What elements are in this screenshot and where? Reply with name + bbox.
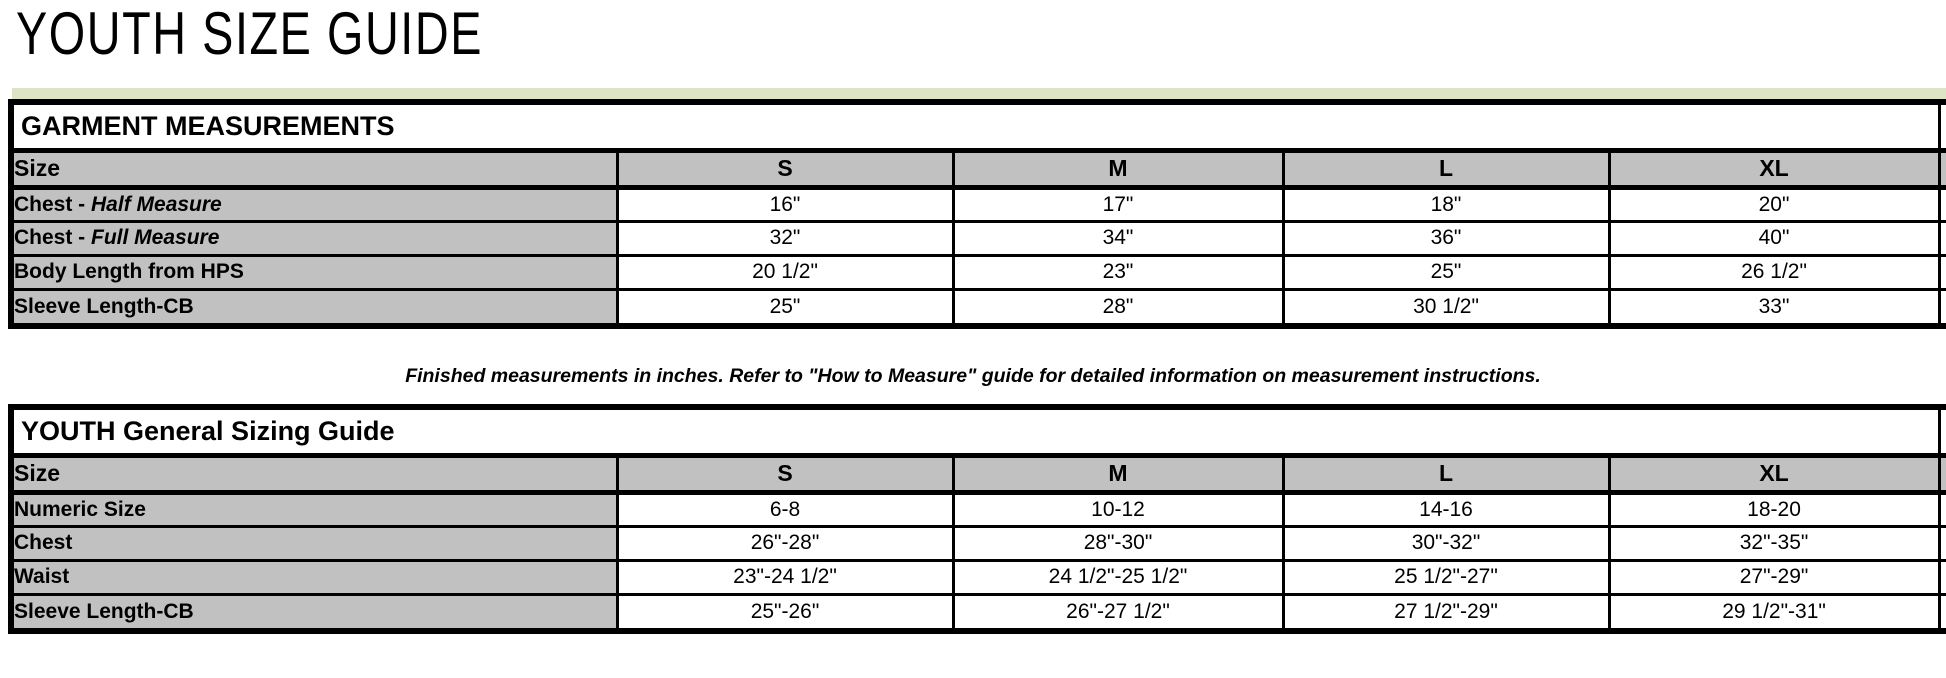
table-row-waist [11,560,1946,594]
cell-value: 17" [953,187,1283,221]
row-label: Numeric Size [11,492,617,526]
column-header-l: L [1283,150,1609,187]
cell-value: 18" [1283,187,1609,221]
column-header-l: L [1283,455,1609,492]
cell-value: 25" [1283,255,1609,289]
table-row-body-length [11,255,1946,289]
page-title: YOUTH SIZE GUIDE [16,0,484,67]
cell-value: 20" [1609,187,1939,221]
row-label: Sleeve Length-CB [11,594,617,631]
cell-value: 20 1/2" [617,255,953,289]
cutoff-column-cell [1939,187,1946,221]
cutoff-column-cell [1939,102,1946,150]
table-row-numeric-size [11,492,1946,526]
cell-value: 14-16 [1283,492,1609,526]
column-header-s: S [617,455,953,492]
cell-value: 29 1/2"-31" [1609,594,1939,631]
column-header-xl: XL [1609,150,1939,187]
cell-value: 32" [617,221,953,255]
table-row-sleeve-length [11,594,1946,631]
cell-value: 26"-27 1/2" [953,594,1283,631]
table-row-sleeve-length [11,289,1946,326]
cutoff-column-cell [1939,407,1946,455]
cell-value: 6-8 [617,492,953,526]
cell-value: 28"-30" [953,526,1283,560]
measurement-note: Finished measurements in inches. Refer to "How to Measure" guide for detailed information on measurement instructions. [405,365,1541,387]
column-header-s: S [617,150,953,187]
cell-value: 25"-26" [617,594,953,631]
cell-value: 27"-29" [1609,560,1939,594]
table-row-chest-half [11,187,1946,221]
column-header-xl: XL [1609,455,1939,492]
cutoff-column-cell [1939,255,1946,289]
cutoff-column-cell [1939,150,1946,187]
cell-value: 40" [1609,221,1939,255]
cell-value: 23"-24 1/2" [617,560,953,594]
table-title: YOUTH General Sizing Guide [11,407,1939,455]
row-label: Chest - Half Measure [11,187,617,221]
cell-value: 30"-32" [1283,526,1609,560]
cutoff-column-cell [1939,492,1946,526]
row-label: Chest - Full Measure [11,221,617,255]
cell-value: 23" [953,255,1283,289]
table-row-chest [11,526,1946,560]
row-label: Chest [11,526,617,560]
table-title: GARMENT MEASUREMENTS [11,102,1939,150]
youth-sizing-guide-table [8,404,1946,666]
size-row-label: Size [11,150,617,187]
cutoff-column-cell [1939,526,1946,560]
row-label: Waist [11,560,617,594]
garment-measurements-table [8,99,1946,352]
row-label: Sleeve Length-CB [11,289,617,326]
cell-value: 25" [617,289,953,326]
column-header-m: M [953,150,1283,187]
cell-value: 26 1/2" [1609,255,1939,289]
cutoff-column-cell [1939,560,1946,594]
cell-value: 28" [953,289,1283,326]
cell-value: 36" [1283,221,1609,255]
cell-value: 24 1/2"-25 1/2" [953,560,1283,594]
cutoff-column-cell [1939,594,1946,631]
row-label: Body Length from HPS [11,255,617,289]
accent-divider-bar [12,88,1946,99]
cell-value: 10-12 [953,492,1283,526]
table-row-chest-full [11,221,1946,255]
size-row-label: Size [11,455,617,492]
cell-value: 33" [1609,289,1939,326]
cell-value: 30 1/2" [1283,289,1609,326]
cell-value: 26"-28" [617,526,953,560]
cell-value: 16" [617,187,953,221]
cell-value: 32"-35" [1609,526,1939,560]
cutoff-column-cell [1939,289,1946,326]
cell-value: 27 1/2"-29" [1283,594,1609,631]
cutoff-column-cell [1939,455,1946,492]
cell-value: 34" [953,221,1283,255]
cell-value: 25 1/2"-27" [1283,560,1609,594]
cutoff-column-cell [1939,221,1946,255]
cell-value: 18-20 [1609,492,1939,526]
column-header-m: M [953,455,1283,492]
